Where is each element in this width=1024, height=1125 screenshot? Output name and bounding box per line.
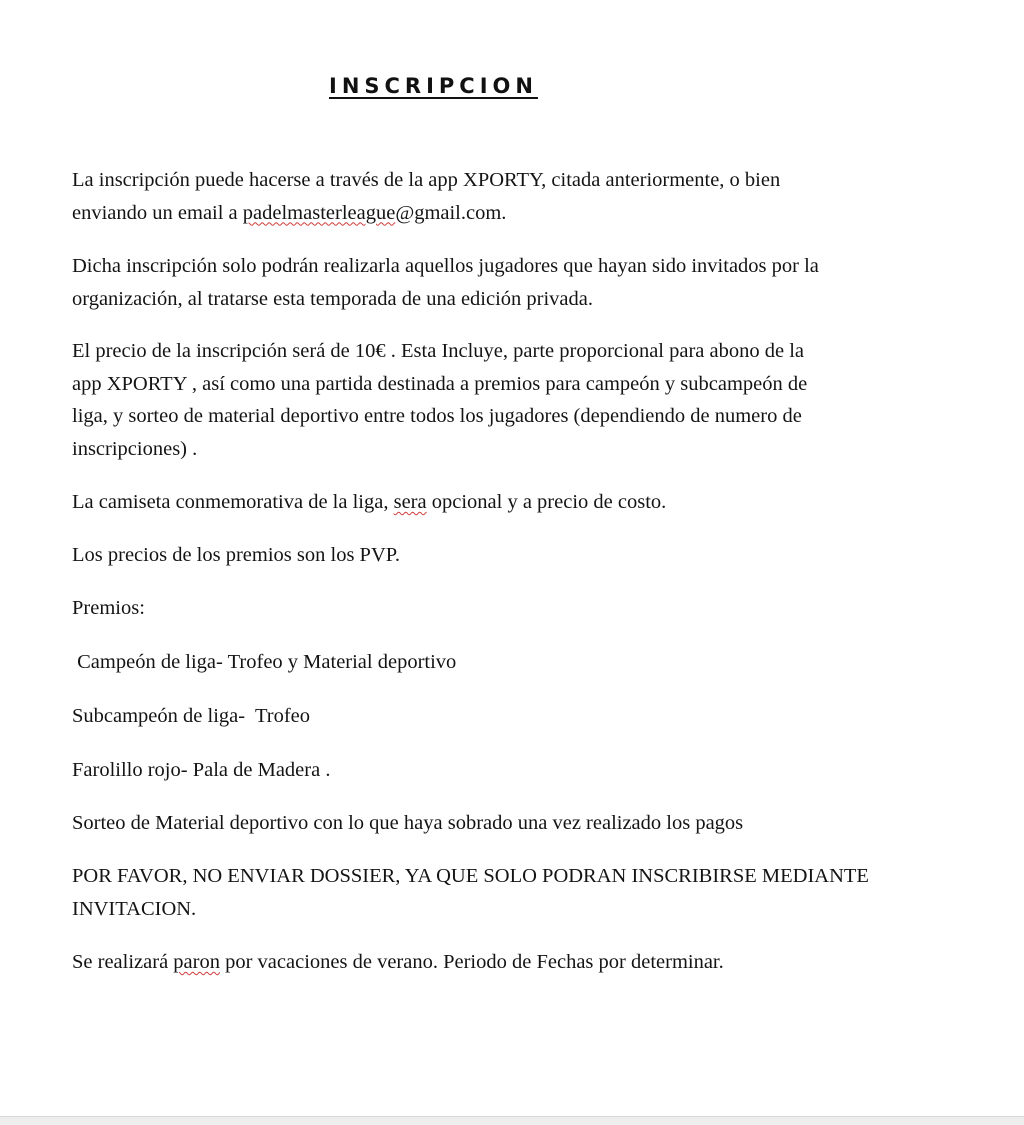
spellcheck-word: padelmasterleague (242, 201, 396, 224)
paragraph-registration-method (72, 164, 962, 229)
prize-runner-up: Subcampeón de liga- Trofeo (72, 705, 310, 727)
text-line: Se realizará (72, 951, 174, 973)
text-line: por vacaciones de verano. Periodo de Fechas por determinar. (219, 951, 724, 973)
spellcheck-word: sera (393, 491, 427, 513)
paragraph-prizes-heading: Premios: (72, 597, 145, 619)
text-line: enviando un email a (72, 201, 243, 224)
text-line: El precio de la inscripción será de 10€ . Esta Incluye, parte proporcional para abono de la (72, 340, 805, 362)
text-line: La inscripción puede hacerse a través de la app XPORTY, citada anteriormente, o bien (72, 169, 781, 191)
text-line: liga, y sorteo de material deportivo entre todos los jugadores (dependiendo de numero de (72, 405, 802, 427)
prize-champion: Campeón de liga- Trofeo y Material deportivo (72, 651, 457, 673)
spellcheck-word: paron (173, 951, 220, 973)
paragraph-invitation-only (72, 250, 962, 315)
paragraph-tshirt (72, 486, 962, 519)
text-line: app XPORTY , así como una partida destinada a premios para campeón y subcampeón de (72, 372, 808, 395)
text-line: opcional y a precio de costo. (426, 491, 667, 513)
paragraph-price (72, 335, 962, 465)
text-line: Dicha inscripción solo podrán realizarla aquellos jugadores que hayan sido invitados por la (72, 255, 819, 277)
text-line: POR FAVOR, NO ENVIAR DOSSIER, YA QUE SOLO PODRAN INSCRIBIRSE MEDIANTE (72, 865, 869, 887)
text-line: INVITACION. (72, 897, 197, 920)
paragraph-notice (72, 860, 962, 925)
text-line: @gmail.com. (395, 201, 507, 224)
paragraph-summer-break (72, 946, 962, 979)
text-line: organización, al tratarse esta temporada de una edición privada. (72, 287, 593, 310)
paragraph-prize-prices: Los precios de los premios son los PVP. (72, 544, 400, 566)
page-title: INSCRIPCION (329, 74, 538, 98)
paragraph-raffle: Sorteo de Material deportivo con lo que haya sobrado una vez realizado los pagos (72, 812, 744, 834)
prize-last-place: Farolillo rojo- Pala de Madera . (72, 759, 331, 781)
text-line: inscripciones) . (72, 437, 198, 460)
text-line: La camiseta conmemorativa de la liga, (72, 491, 394, 513)
